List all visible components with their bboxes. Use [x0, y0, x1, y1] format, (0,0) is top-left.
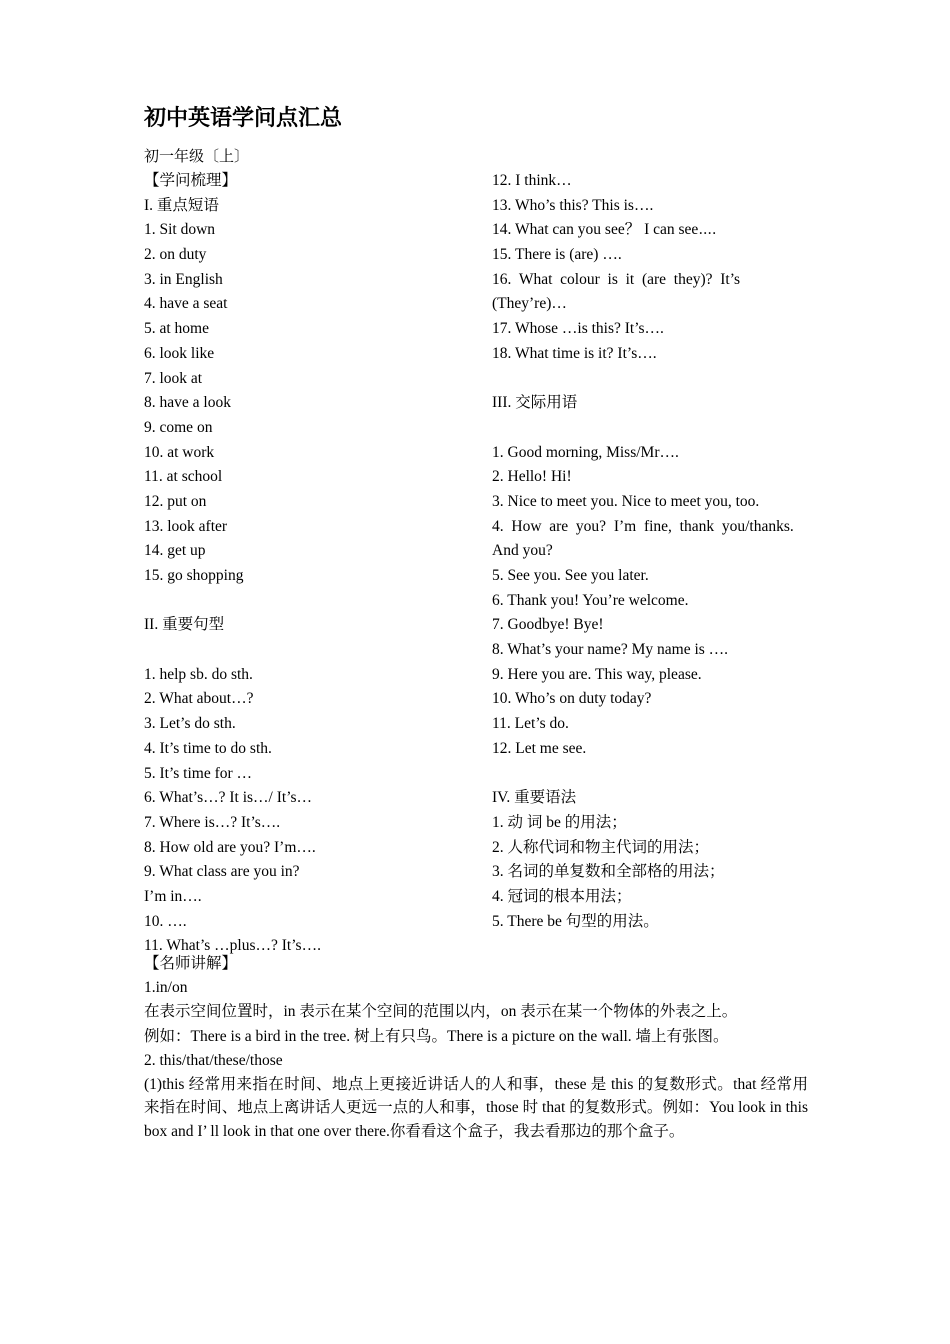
phrase-item: 12. put on [144, 492, 207, 510]
sentence-item: 7. Where is…? It’s…. [144, 813, 281, 831]
grammar-heading: IV. 重要语法 [492, 789, 577, 807]
explanation-example: 例如：There is a bird in the tree. 树上有只鸟。There is a picture on the wall. 墙上有张图。 [144, 1027, 729, 1045]
sentence-item: 14. What can you see？ I can see⋯. [492, 221, 717, 239]
expression-item: 5. See you. See you later. [492, 567, 649, 584]
sentence-item: 3. Let’s do sth. [144, 715, 236, 733]
right-column [492, 169, 808, 934]
expression-item: 9. Here you are. This way, please. [492, 665, 702, 683]
sentence-item: 9. What class are you in? [144, 863, 300, 881]
phrase-item: 10. at work [144, 443, 215, 461]
blank-line [492, 416, 808, 441]
phrase-item: 15. go shopping [144, 567, 244, 584]
sentence-item: 12. I think… [492, 172, 572, 189]
grade-subtitle: 初一年级〔上〕 [144, 149, 250, 165]
phrase-item: 6. look like [144, 344, 215, 362]
sentence-item: 1. help sb. do sth. [144, 665, 253, 683]
teacher-explanation-heading: 【名师讲解】 [144, 955, 238, 972]
document-title: 初中英语学问点汇总 [144, 106, 343, 131]
phrase-item: 7. look at [144, 369, 203, 387]
phrase-item: 4. have a seat [144, 295, 228, 313]
expression-item: 10. Who’s on duty today? [492, 690, 652, 708]
expression-item: 1. Good morning, Miss/Mr…. [492, 443, 679, 461]
explanation-item-title: 1.in/on [144, 979, 188, 997]
phrase-item: 1. Sit down [144, 221, 216, 239]
phrase-item: 2. on duty [144, 246, 207, 264]
blank-line [144, 638, 474, 663]
phrase-item: 13. look after [144, 517, 228, 535]
explanation-text: 在表示空间位置时，in 表示在某个空间的范围以内，on 表示在某一个物体的外表之上。 [144, 1003, 738, 1021]
sentence-item: 8. How old are you? I’m…. [144, 838, 316, 856]
expression-item: 4. How are you? I’m fine, thank you/thanks. [492, 517, 794, 535]
phrase-item: 14. get up [144, 542, 206, 560]
sentence-item: 6. What’s…? It is…/ It’s… [144, 789, 313, 807]
expression-item: 7. Goodbye! Bye! [492, 616, 604, 634]
sentence-item: 17. Whose …is this? It’s…. [492, 320, 664, 338]
phrase-item: 9. come on [144, 418, 213, 436]
blank-line [492, 367, 808, 392]
sentence-item: 11. What’s …plus…? It’s…. [144, 937, 321, 955]
sentence-item: 4. It’s time to do sth. [144, 739, 272, 757]
grammar-item: 4. 冠词的根本用法； [492, 887, 632, 905]
explanation-paragraph: (1)this 经常用来指在时间、地点上更接近讲话人的人和事，these 是 this 的复数形式。that 经常用来指在时间、地点上离讲话人更远一点的人和事，those 时 that 的复数形式。例如：You look in this box and I’ ll look in that one over there.你看看这个盒子，我去看那边的那个盒子。 [144, 1076, 808, 1140]
phrases-heading: I. 重点短语 [144, 196, 219, 214]
expression-item: 6. Thank you! You’re welcome. [492, 591, 689, 609]
expression-item: 12. Let me see. [492, 739, 587, 757]
expression-item: 2. Hello! Hi! [492, 468, 572, 486]
sentences-heading: II. 重要句型 [144, 616, 225, 634]
sentence-item: 13. Who’s this? This is…. [492, 196, 654, 214]
expression-item: 11. Let’s do. [492, 715, 569, 733]
sentence-item: 2. What about…? [144, 690, 254, 708]
blank-line [144, 589, 474, 614]
blank-line [492, 762, 808, 787]
expression-item: 8. What’s your name? My name is …. [492, 641, 729, 659]
grammar-item: 3. 名词的单复数和全部格的用法； [492, 863, 725, 881]
phrase-item: 3. in English [144, 270, 223, 288]
sentence-item: 5. It’s time for … [144, 764, 253, 782]
grammar-item: 2. 人称代词和物主代词的用法； [492, 838, 710, 856]
section-heading-knowledge: 【学问梳理】 [144, 172, 238, 189]
phrase-item: 8. have a look [144, 394, 231, 412]
sentence-item: 10. …. [144, 912, 187, 930]
grammar-item: 5. There be 句型的用法。 [492, 912, 659, 930]
phrase-item: 11. at school [144, 468, 223, 486]
left-column [144, 169, 474, 959]
sentence-item: 16. What colour is it (are they)? It’s [492, 270, 741, 288]
sentence-item-continuation: (They’re)… [492, 295, 567, 313]
expressions-heading: III. 交际用语 [492, 394, 578, 412]
expression-item: 3. Nice to meet you. Nice to meet you, too. [492, 492, 760, 510]
sentence-item: I’m in…. [144, 887, 202, 905]
teacher-explanation-section [144, 952, 808, 1143]
expression-item-continuation: And you? [492, 542, 553, 560]
sentence-item: 15. There is (are) …. [492, 246, 622, 264]
phrase-item: 5. at home [144, 320, 209, 338]
explanation-item-title: 2. this/that/these/those [144, 1051, 283, 1069]
sentence-item: 18. What time is it? It’s…. [492, 344, 657, 362]
grammar-item: 1. 动 词 be 的用法； [492, 813, 627, 831]
